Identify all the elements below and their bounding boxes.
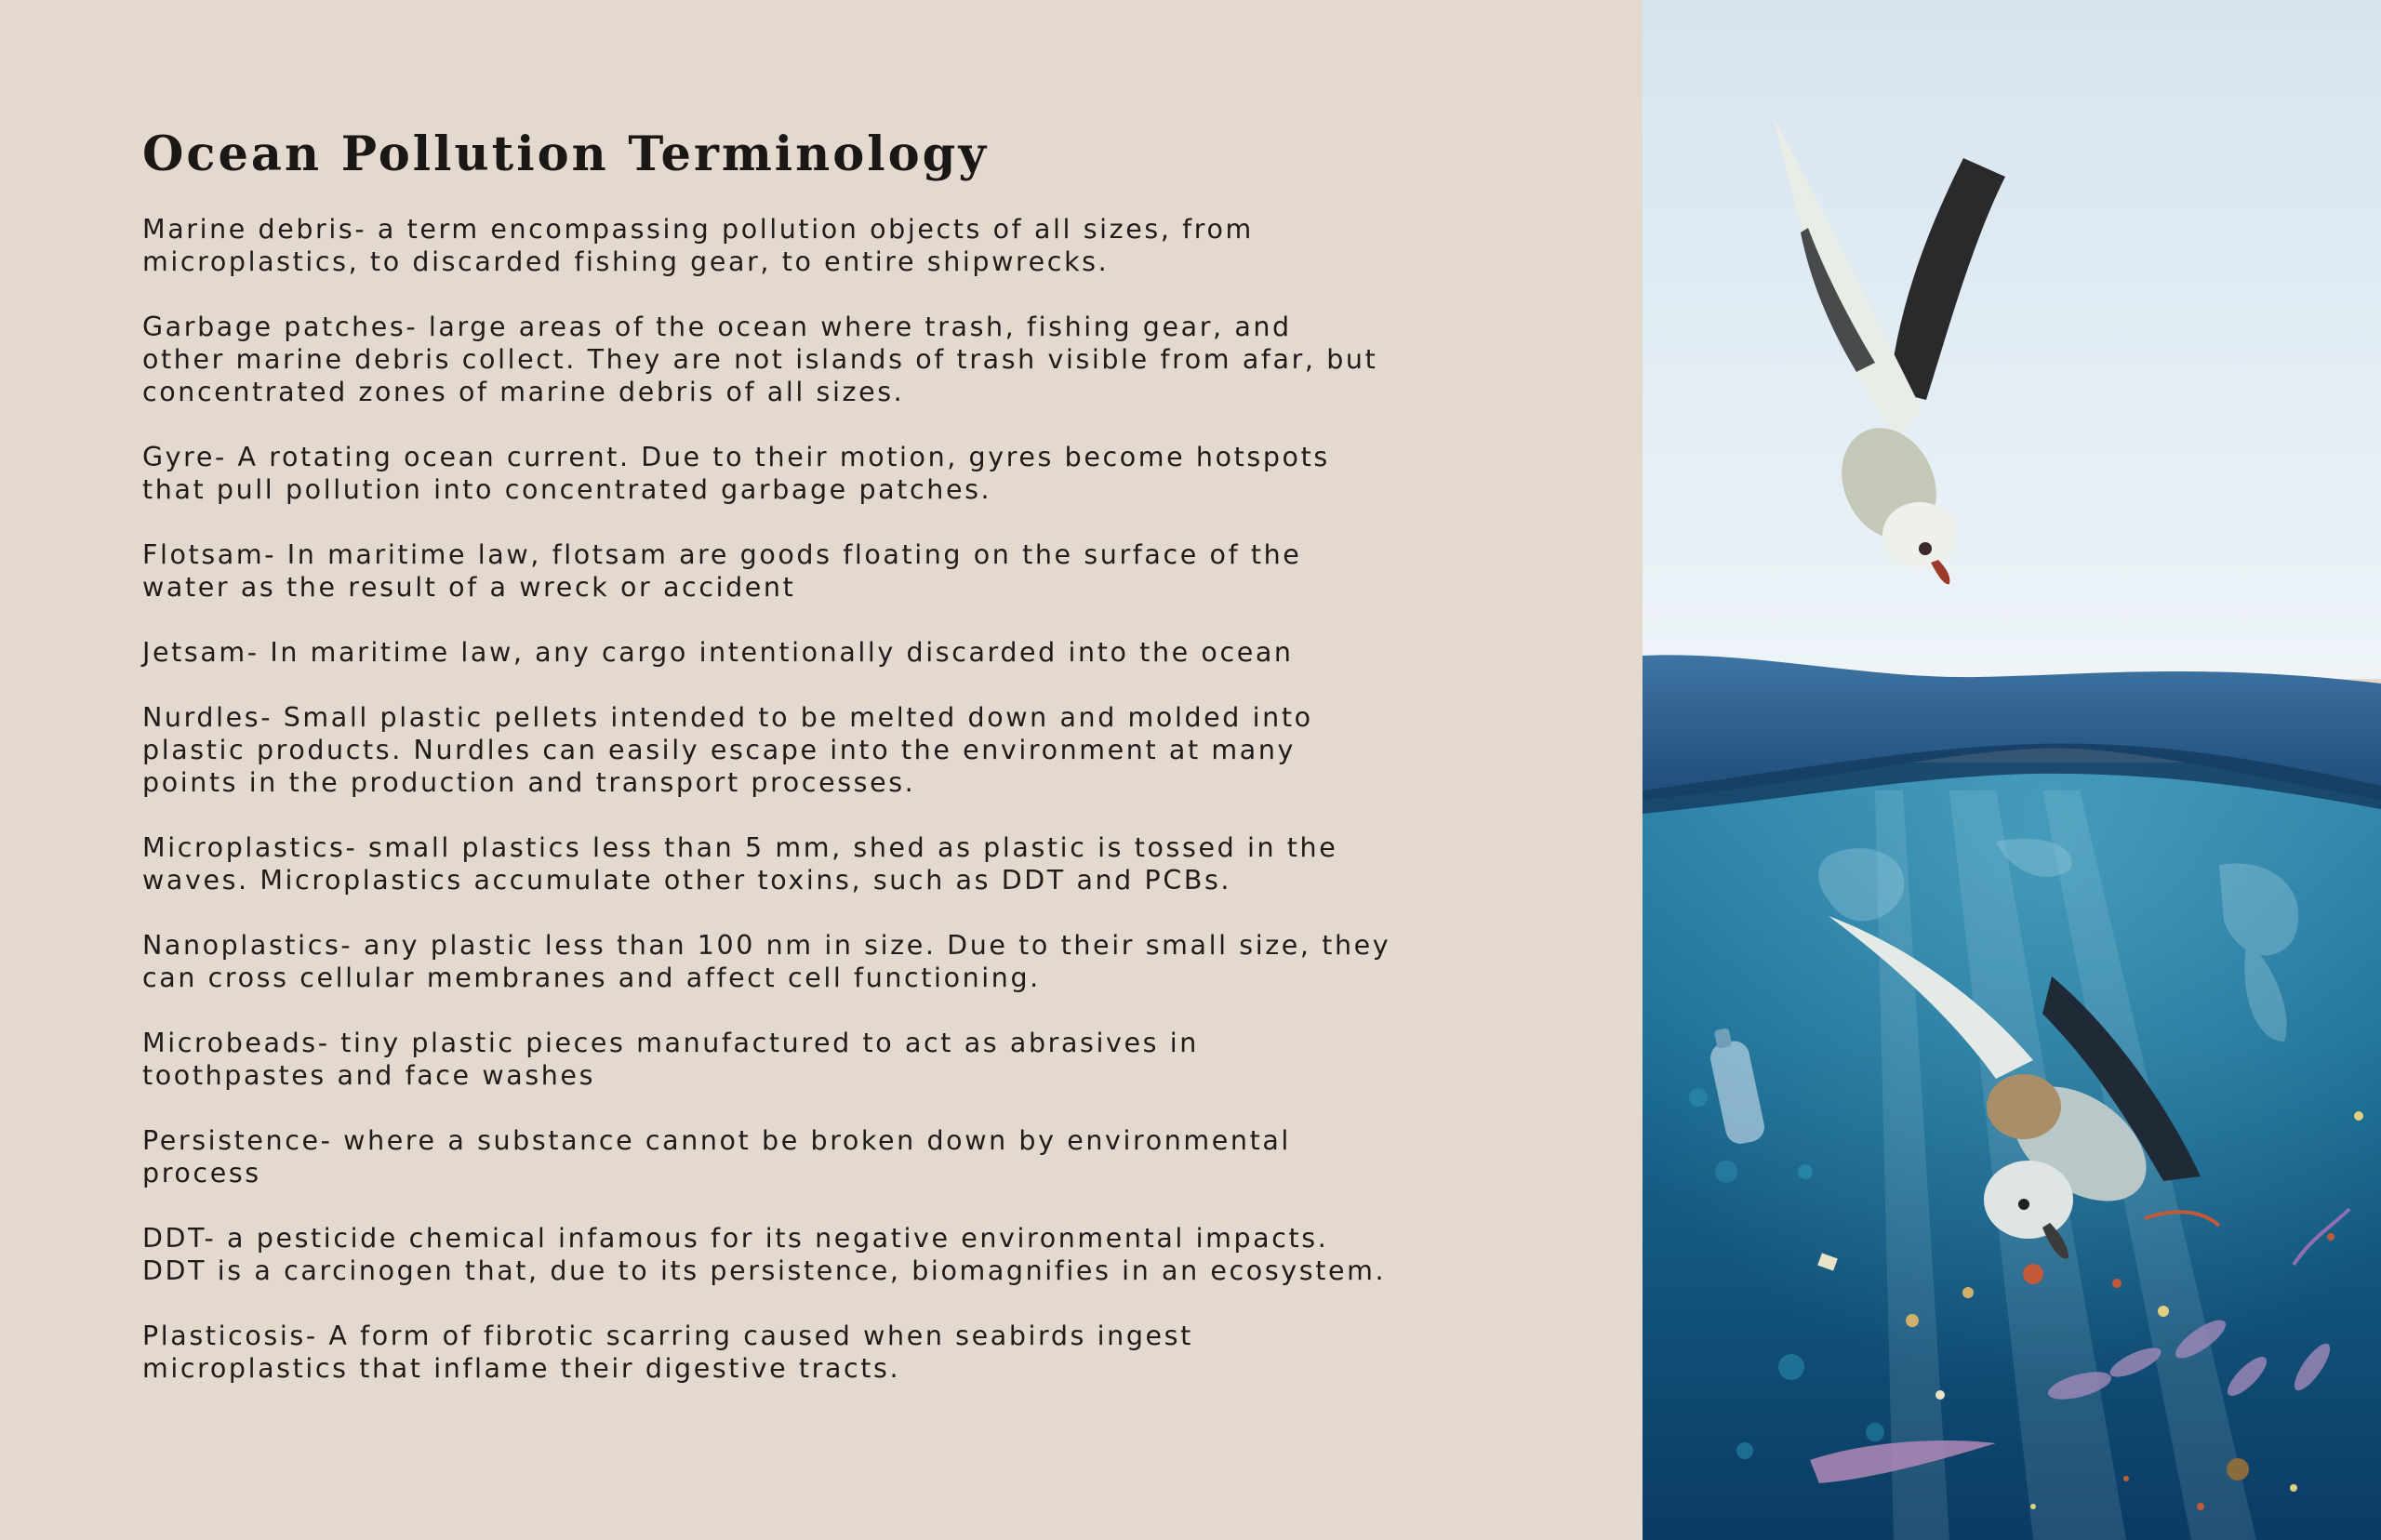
term-line: Jetsam- In maritime law, any cargo intentionally discarded into the ocean [142, 637, 1294, 668]
term-line: water as the result of a wreck or accident [142, 572, 796, 603]
term-line: microplastics that inflame their digestive tracts. [142, 1353, 901, 1384]
term-line: that pull pollution into concentrated garbage patches. [142, 474, 992, 505]
term-entry [142, 213, 1444, 278]
term-line: process [142, 1158, 261, 1188]
term-line: toothpastes and face washes [142, 1060, 596, 1091]
terms-list [142, 213, 1444, 1417]
term-entry [142, 441, 1444, 506]
term-line: Marine debris- a term encompassing pollution objects of all sizes, from [142, 214, 1254, 245]
term-line: microplastics, to discarded fishing gear, to entire shipwrecks. [142, 246, 1110, 277]
term-entry [142, 1320, 1444, 1385]
term-entry [142, 701, 1444, 799]
term-line: plastic products. Nurdles can easily escape into the environment at many [142, 735, 1296, 765]
term-line: points in the production and transport processes. [142, 767, 916, 798]
term-line: Gyre- A rotating ocean current. Due to their motion, gyres become hotspots [142, 442, 1330, 472]
term-line: Microplastics- small plastics less than 5 mm, shed as plastic is tossed in the [142, 832, 1338, 863]
term-line: Flotsam- In maritime law, flotsam are goods floating on the surface of the [142, 539, 1302, 570]
term-entry [142, 636, 1444, 669]
ocean-seabird-illustration [1643, 0, 2381, 1540]
term-entry [142, 1222, 1444, 1287]
term-entry [142, 311, 1444, 408]
term-entry [142, 929, 1444, 994]
term-line: Nanoplastics- any plastic less than 100 nm in size. Due to their small size, they [142, 930, 1391, 961]
term-line: DDT is a carcinogen that, due to its persistence, biomagnifies in an ecosystem. [142, 1255, 1387, 1286]
term-line: Microbeads- tiny plastic pieces manufactured to act as abrasives in [142, 1028, 1199, 1058]
term-entry [142, 538, 1444, 604]
term-line: other marine debris collect. They are not islands of trash visible from afar, but [142, 344, 1378, 375]
term-line: DDT- a pesticide chemical infamous for its negative environmental impacts. [142, 1223, 1329, 1254]
term-line: Plasticosis- A form of fibrotic scarring caused when seabirds ingest [142, 1321, 1193, 1351]
sky [1643, 0, 2381, 679]
term-line: Persistence- where a substance cannot be broken down by environmental [142, 1125, 1291, 1156]
page-title: Ocean Pollution Terminology [142, 126, 989, 182]
illustration-panel [1643, 0, 2381, 1540]
term-entry [142, 1124, 1444, 1189]
term-line: Garbage patches- large areas of the ocean where trash, fishing gear, and [142, 312, 1292, 342]
term-line: Nurdles- Small plastic pellets intended to be melted down and molded into [142, 702, 1313, 733]
term-line: can cross cellular membranes and affect cell functioning. [142, 962, 1041, 993]
term-line: concentrated zones of marine debris of all sizes. [142, 377, 905, 407]
term-entry [142, 1027, 1444, 1092]
term-line: waves. Microplastics accumulate other toxins, such as DDT and PCBs. [142, 865, 1232, 896]
term-entry [142, 831, 1444, 896]
